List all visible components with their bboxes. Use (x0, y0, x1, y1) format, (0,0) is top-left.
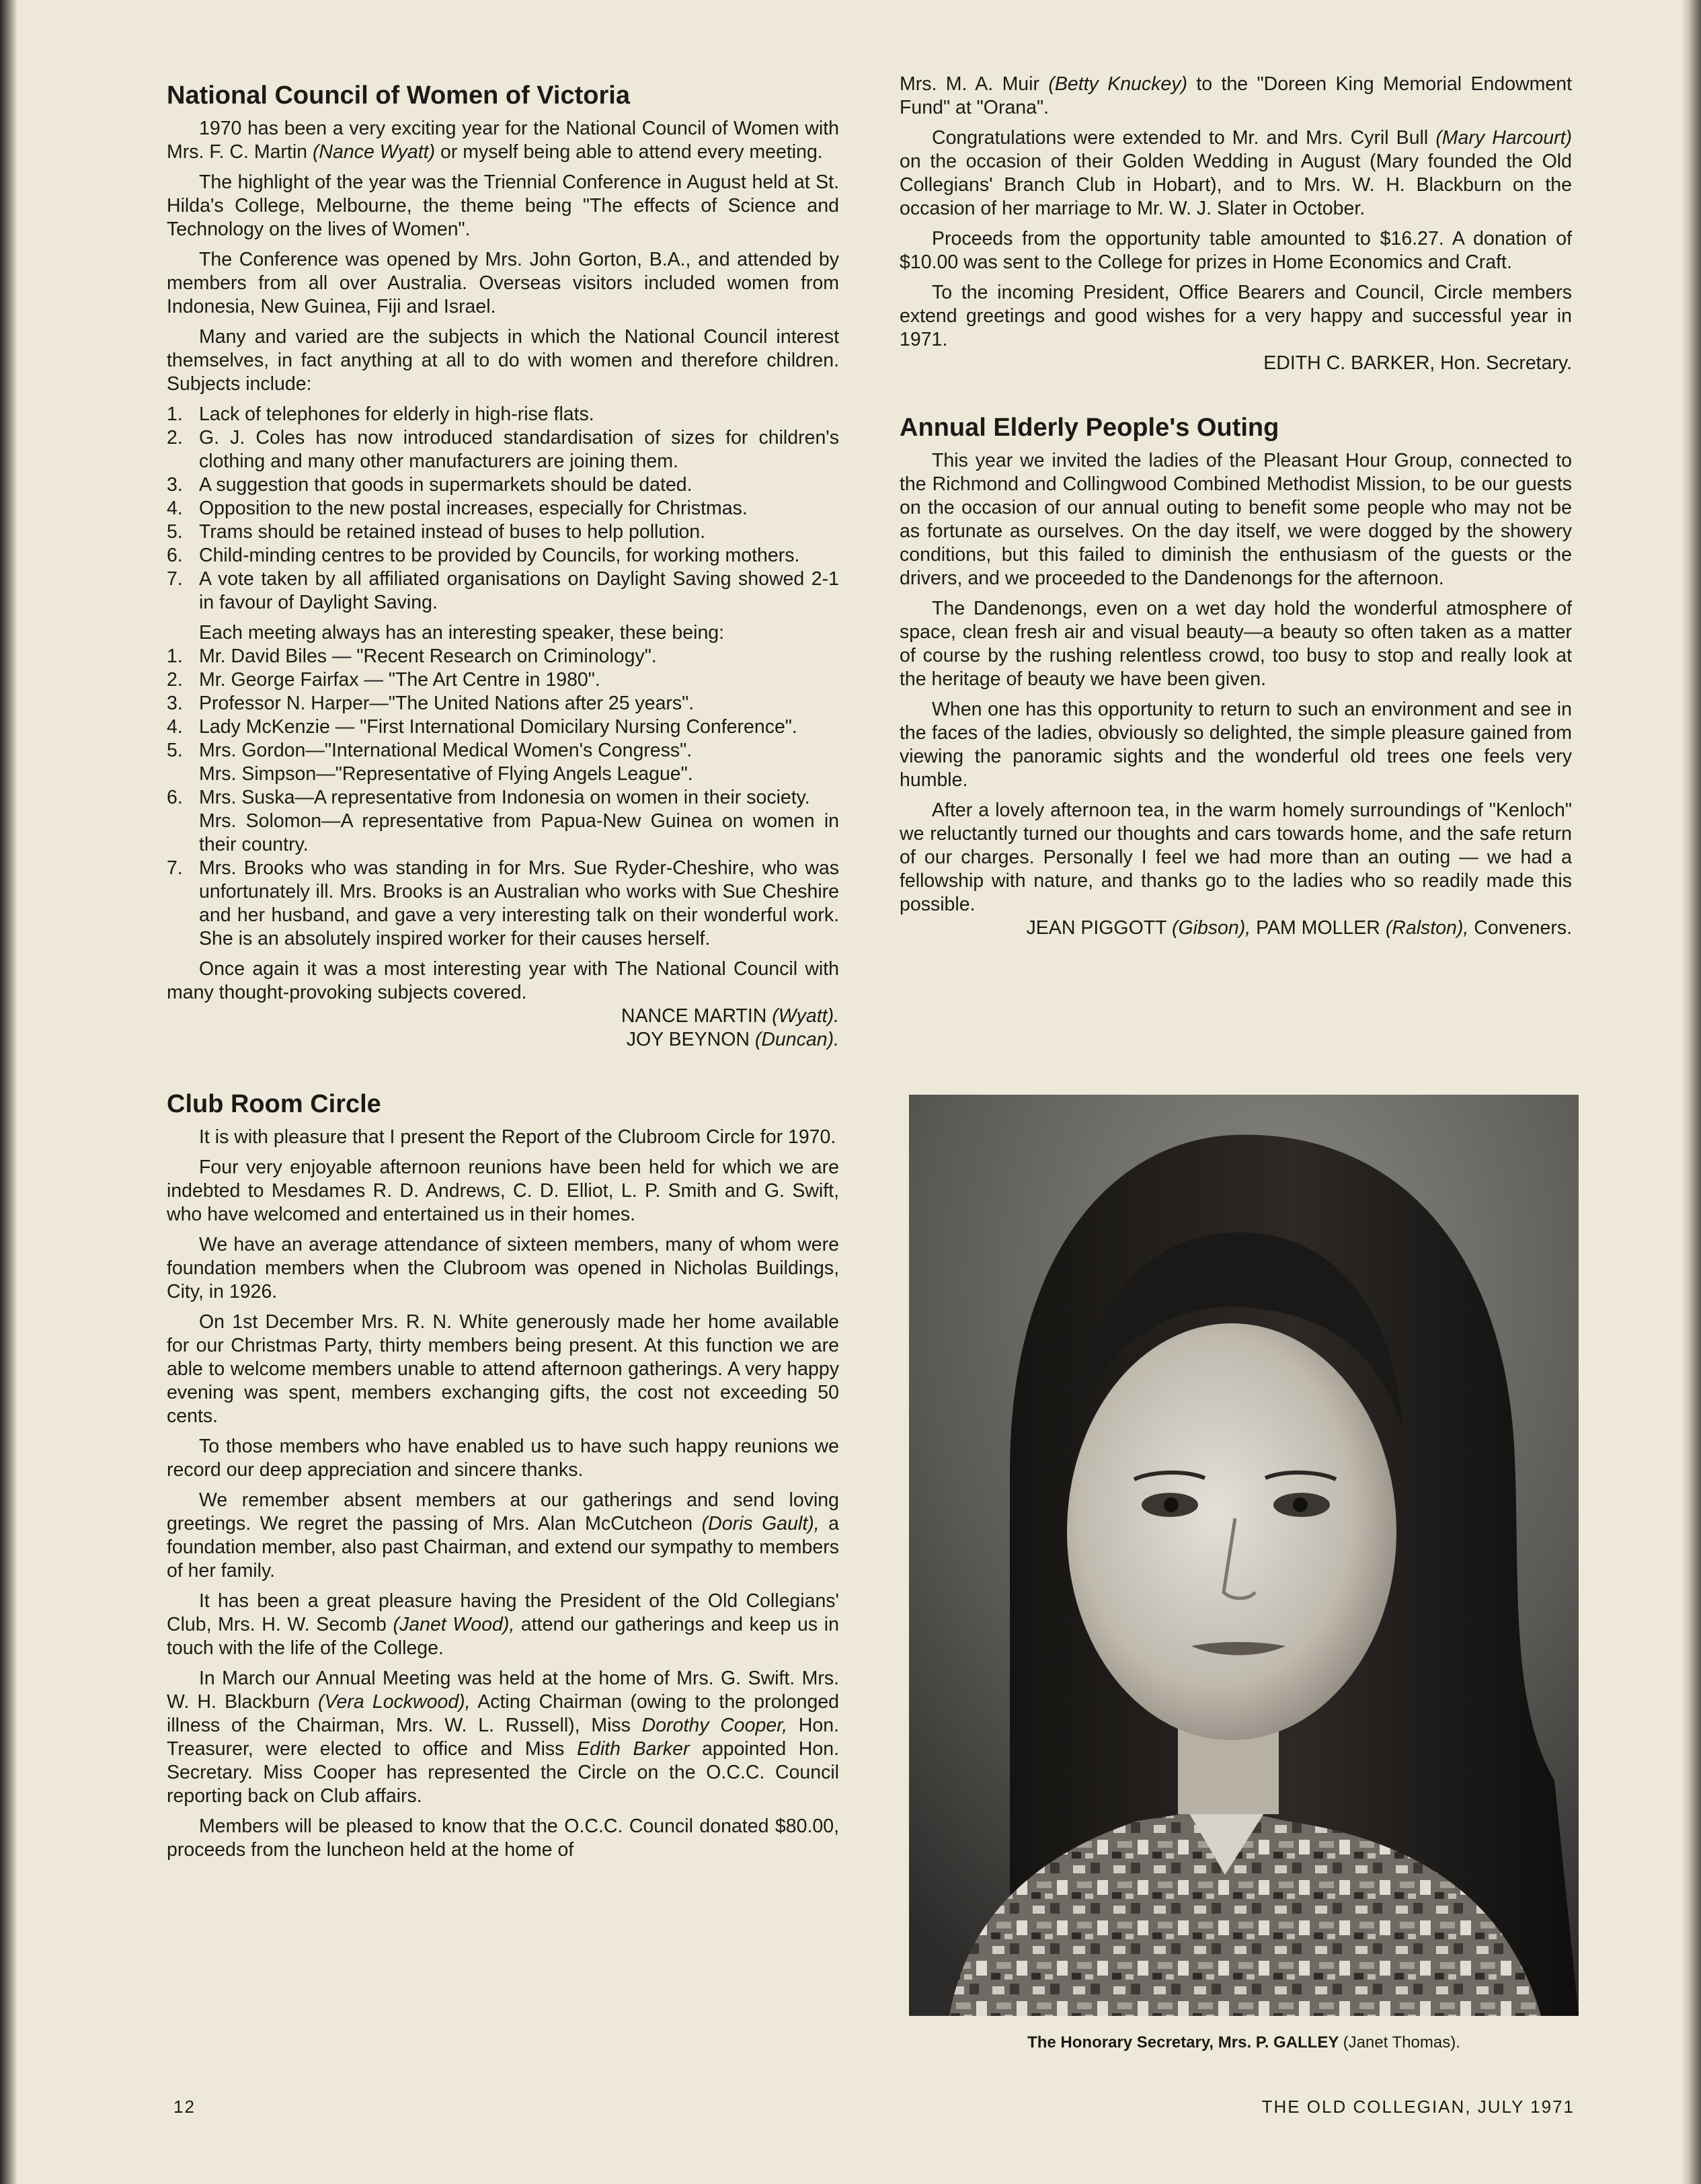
ncw-speakers-list (167, 645, 839, 951)
club-paragraph-9: Members will be pleased to know that the O.C.C. Council donated $80.00, proceeds from the luncheon held at the home of (167, 1816, 839, 1861)
ncw-heading: National Council of Women of Victoria (167, 81, 630, 110)
ncw-paragraph-4: Many and varied are the subjects in which the National Council interest themselves, in fact anything at all to do with women and therefore children. Subjects include: (167, 326, 839, 395)
club-paragraph-3: We have an average attendance of sixteen members, many of whom were foundation members when the Clubroom was opened in Nicholas Buildings, City, in 1926. (167, 1234, 839, 1302)
list-item: 4. Opposition to the new postal increases, especially for Christmas. (167, 498, 748, 519)
list-item: 3. Professor N. Harper—"The United Nations after 25 years". (167, 693, 695, 714)
list-item: 6. Mrs. Suska—A representative from Indonesia on women in their society. Mrs. Solomon—A representative from Papua-New Guinea on women in their country. (167, 787, 839, 855)
page-number: 12 (173, 2097, 196, 2117)
page-edge-left (0, 0, 17, 2184)
club-paragraph-1: It is with pleasure that I present the Report of the Clubroom Circle for 1970. (199, 1126, 836, 1148)
club-paragraph-12: To the incoming President, Office Bearers and Council, Circle members extend greetings and good wishes for a very happy and successful year in 1971. (900, 282, 1572, 350)
photo-caption: The Honorary Secretary, Mrs. P. GALLEY (Janet Thomas). (1027, 2033, 1460, 2052)
club-paragraph-8: In March our Annual Meeting was held at the home of Mrs. G. Swift. Mrs. W. H. Blackburn (Vera Lockwood), Acting Chairman (owing to the prolonged illness of the Chairman, Mrs. W. L. Russell), Miss Dorothy Cooper, Hon. Treasurer, were elected to office and Miss Edith Barker appointed Hon. Secretary. Miss Cooper has represented the Circle on the O.C.C. Council reporting back on Club affairs. (167, 1668, 840, 1807)
club-paragraph-6: We remember absent members at our gatherings and send loving greetings. We regret the passing of Mrs. Alan McCutcheon (Doris Gault), a foundation member, also past Chairman, and extend our sympathy to members of her family. (167, 1489, 840, 1582)
club-signature: EDITH C. BARKER, Hon. Secretary. (1263, 352, 1572, 374)
left-column (167, 81, 839, 1869)
outing-heading: Annual Elderly People's Outing (900, 414, 1279, 442)
club-paragraph-2: Four very enjoyable afternoon reunions have been held for which we are indebted to Mesdames R. D. Andrews, C. D. Elliot, L. P. Smith and G. Swift, who have welcomed and entertained us in their homes. (167, 1157, 839, 1225)
list-item: 5. Mrs. Gordon—"International Medical Women's Congress". Mrs. Simpson—"Representative of Flying Angels League". (167, 739, 839, 786)
right-column (900, 73, 1572, 940)
list-item: 7. Mrs. Brooks who was standing in for Mrs. Sue Ryder-Cheshire, who was unfortunately ill. Mrs. Brooks is an Australian who works with Sue Cheshire and her husband, and gave a very interesting talk on their wonderful work. She is an absolutely inspired worker for their causes herself. (167, 857, 839, 949)
ncw-signature-2: JOY BEYNON (Duncan). (626, 1029, 839, 1050)
list-item: 6. Child-minding centres to be provided by Councils, for working mothers. (167, 545, 800, 566)
list-item: 4. Lady McKenzie — "First International Domicilary Nursing Conference". (167, 716, 797, 738)
ncw-paragraph-2: The highlight of the year was the Triennial Conference in August held at St. Hilda's College, Melbourne, the theme being "The effects of Science and Technology on the lives of Women". (167, 171, 839, 240)
portrait-photo (909, 1095, 1579, 2016)
club-paragraph-7: It has been a great pleasure having the President of the Old Collegians' Club, Mrs. H. W. Secomb (Janet Wood), attend our gatherings and keep us in touch with the life of the College. (167, 1590, 839, 1659)
ncw-paragraph-1: 1970 has been a very exciting year for the National Council of Women with Mrs. F. C. Martin (Nance Wyatt) or myself being able to attend every meeting. (167, 118, 839, 163)
portrait-illustration (909, 1095, 1579, 2016)
club-continued-paragraph: Mrs. M. A. Muir (Betty Knuckey) to the "Doreen King Memorial Endowment Fund" at "Orana". (900, 73, 1573, 118)
list-item: 5. Trams should be retained instead of buses to help pollution. (167, 521, 706, 543)
list-item: 1. Lack of telephones for elderly in high-rise flats. (167, 403, 594, 425)
ncw-section (167, 81, 839, 1052)
ncw-subjects-list (167, 403, 839, 615)
ncw-signature-1: NANCE MARTIN (Wyatt). (621, 1005, 839, 1027)
list-item-continuation: Mrs. Simpson—"Representative of Flying Angels League". (199, 763, 693, 785)
outing-paragraph-4: After a lovely afternoon tea, in the warm homely surroundings of "Kenloch" we reluctantly turned our thoughts and cars towards home, and the safe return of our charges. Personally I feel we had more than an outing — we had a fellowship with nature, and thanks go to the ladies who so readily made this possible. (900, 800, 1572, 915)
ncw-paragraph-3: The Conference was opened by Mrs. John Gorton, B.A., and attended by members from all over Australia. Overseas visitors included women from Indonesia, New Guinea, Fiji and Israel. (167, 249, 839, 317)
club-paragraph-10: Congratulations were extended to Mr. and Mrs. Cyril Bull (Mary Harcourt) on the occasion of their Golden Wedding in August (Mary founded the Old Collegians' Branch Club in Hobart), and to Mrs. W. H. Blackburn on the occasion of her marriage to Mr. W. J. Slater in October. (900, 127, 1572, 219)
page-edge-right (1681, 0, 1701, 2184)
list-item: 1. Mr. David Biles — "Recent Research on Criminology". (167, 646, 657, 667)
list-item: 2. G. J. Coles has now introduced standardisation of sizes for children's clothing and many other manufacturers are joining them. (167, 427, 839, 472)
list-item: 2. Mr. George Fairfax — "The Art Centre in 1980". (167, 669, 600, 691)
ncw-paragraph-5: Each meeting always has an interesting speaker, these being: (199, 622, 725, 644)
outing-paragraph-3: When one has this opportunity to return to such an environment and see in the faces of the ladies, obviously so delighted, the simple pleasure gained from viewing the panoramic sights and the wonderful old trees one feels very humble. (900, 699, 1572, 791)
outing-section (900, 413, 1572, 940)
list-item: 3. A suggestion that goods in supermarkets should be dated. (167, 474, 693, 496)
list-item-continuation: Mrs. Solomon—A representative from Papua-New Guinea on women in their country. (199, 810, 839, 855)
club-paragraph-4: On 1st December Mrs. R. N. White generously made her home available for our Christmas Party, thirty members being present. At this function we are able to welcome members unable to attend afternoon gatherings. A very happy evening was spent, members exchanging gifts, the cost not exceeding 50 cents. (167, 1311, 839, 1427)
club-heading: Club Room Circle (167, 1090, 381, 1118)
club-paragraph-5: To those members who have enabled us to have such happy reunions we record our deep appreciation and sincere thanks. (167, 1436, 839, 1481)
outing-paragraph-1: This year we invited the ladies of the Pleasant Hour Group, connected to the Richmond and Collingwood Combined Methodist Mission, to be our guests on the occasion of our annual outing to benefit some people who may not be as fortunate as ourselves. On the day itself, we were dogged by the showery conditions, but this failed to diminish the enthusiasm of the guests or the drivers, and we proceeded to the Dandenongs for the afternoon. (900, 450, 1572, 589)
club-paragraph-11: Proceeds from the opportunity table amounted to $16.27. A donation of $10.00 was sent to the College for prizes in Home Economics and Craft. (900, 228, 1572, 273)
ncw-paragraph-6: Once again it was a most interesting year with The National Council with many thought-provoking subjects covered. (167, 958, 839, 1003)
club-section (167, 1089, 839, 1862)
publication-footer: THE OLD COLLEGIAN, JULY 1971 (1261, 2097, 1575, 2117)
outing-paragraph-2: The Dandenongs, even on a wet day hold the wonderful atmosphere of space, clean fresh air and visual beauty—a beauty so often taken as a matter of course by the rushing relentless crowd, too busy to stop and really look at the heritage of beauty we have been given. (900, 598, 1572, 690)
list-item: 7. A vote taken by all affiliated organisations on Daylight Saving showed 2-1 in favour of Daylight Saving. (167, 568, 839, 613)
outing-signature: JEAN PIGGOTT (Gibson), PAM MOLLER (Ralston), Conveners. (1026, 917, 1572, 939)
